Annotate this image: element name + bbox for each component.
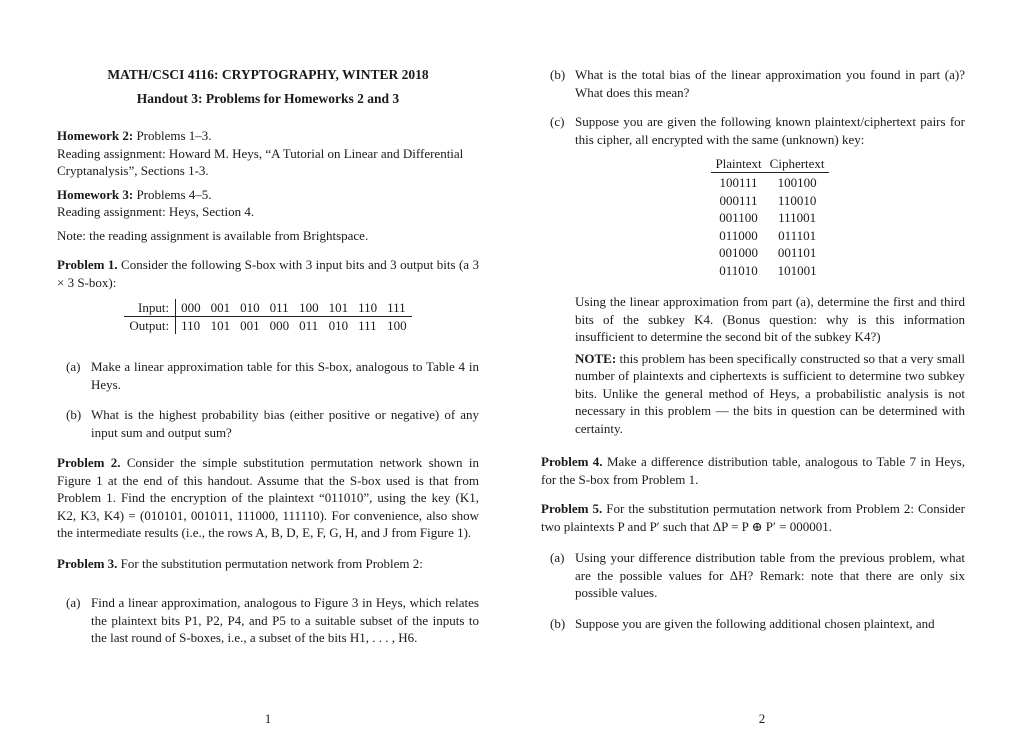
page-1-column xyxy=(57,66,479,647)
note-text: this problem has been specifically constructed so that a very small number of plaintexts and ciphertexts is sufficient to determine two subkey bits. Unlike the general method of Heys, a probabilistic analysis is not necessary in this problem — the bits in question can be determined with certainty. xyxy=(575,350,965,436)
pair-row xyxy=(711,227,828,245)
sbox-input-row xyxy=(124,299,411,317)
problem-5-label: Problem 5. xyxy=(541,501,603,516)
ciphertext-cell: 111001 xyxy=(778,210,817,225)
plaintext-cell: 011000 xyxy=(719,227,758,243)
problem-3b-label: (b) xyxy=(550,67,566,82)
sbox-output-cell: 110 xyxy=(181,318,201,333)
sbox-input-cell: 101 xyxy=(324,299,354,317)
ciphertext-cell: 101001 xyxy=(777,262,817,278)
pair-row xyxy=(711,192,828,210)
problem-1b-label: (b) xyxy=(66,407,82,422)
pair-row xyxy=(711,173,828,192)
sbox-input-cell: 001 xyxy=(206,299,236,317)
problem-5a-text: Using your difference distribution table from the previous problem, what are the possible values for ΔH? Remark: note that there are only six possible values. xyxy=(575,550,965,600)
plaintext-cell: 100111 xyxy=(719,175,758,190)
homework-2-label: Homework 2: xyxy=(57,128,134,143)
pair-row xyxy=(711,209,828,227)
problem-5b-label: (b) xyxy=(550,615,566,631)
problem-3c-note xyxy=(575,350,965,438)
note-label: NOTE: xyxy=(575,350,617,366)
problem-5 xyxy=(541,500,965,535)
homework-3-reading: Reading assignment: Heys, Section 4. xyxy=(57,204,255,219)
plaintext-cell: 011010 xyxy=(719,262,758,278)
problem-3b xyxy=(541,66,965,101)
sbox-input-cell: 000 xyxy=(176,299,206,317)
sbox-input-cell: 011 xyxy=(265,299,295,317)
problem-1a-label: (a) xyxy=(66,359,81,374)
problem-2-label: Problem 2. xyxy=(57,455,121,470)
plaintext-header: Plaintext xyxy=(711,156,765,173)
problem-3c-text: Suppose you are given the following known plaintext/ciphertext pairs for this cipher, all encrypted with the same (unknown) key: xyxy=(575,114,965,147)
problem-2-text: Consider the simple substitution permutation network shown in Figure 1 at the end of this handout. Assume that the S-box used is that from Problem 1. Find the encryption of the plaintext “011010”, using the key (K1, K2, K3, K4) = (010101, 001011, 111000, 111110). For convenience, also show the intermediate results (i.e., the rows A, B, D, E, F, G, H, and J from Figure 1). xyxy=(57,455,480,540)
sbox-output-cell: 001 xyxy=(240,318,260,333)
problem-1-label: Problem 1. xyxy=(57,257,118,272)
problem-1b-text: What is the highest probability bias (either positive or negative) of any input sum and output sum? xyxy=(91,407,479,440)
problem-5b-text: Suppose you are given the following additional chosen plaintext, and xyxy=(575,615,935,631)
homework-3-problems: Problems 4–5. xyxy=(133,186,212,202)
problem-3b-text: What is the total bias of the linear approximation you found in part (a)? What does this mean? xyxy=(575,67,965,100)
ciphertext-cell: 011101 xyxy=(778,227,817,243)
problem-3a xyxy=(57,594,479,647)
problem-1a xyxy=(57,358,479,393)
problem-3a-text: Find a linear approximation, analogous to Figure 3 in Heys, which relates the plaintext bits P1, P2, P4, and P5 to a suitable subset of the inputs to the last round of S-boxes, i.e., a subset of the bits H1, . . . , H6. xyxy=(91,595,479,645)
pairs-header-row xyxy=(711,156,828,173)
plaintext-cell: 000111 xyxy=(719,192,758,208)
problem-1b xyxy=(57,406,479,441)
sbox-output-cell: 101 xyxy=(210,318,231,333)
sbox-output-cell: 000 xyxy=(269,318,290,333)
homework-3-line xyxy=(57,186,479,204)
page-number: 1 xyxy=(264,711,272,726)
ciphertext-cell: 001101 xyxy=(777,245,817,260)
problem-4-text: Make a difference distribution table, analogous to Table 7 in Heys, for the S-box from Problem 1. xyxy=(541,454,965,487)
problem-3c xyxy=(541,113,965,437)
plaintext-cell: 001100 xyxy=(719,210,758,225)
handout-subtitle: Handout 3: Problems for Homeworks 2 and 3 xyxy=(136,90,400,106)
pair-row xyxy=(711,262,828,280)
problem-5-text: For the substitution permutation network from Problem 2: Consider two plaintexts P and P′ such that ΔP = P ⊕ P′ = 000001. xyxy=(541,501,965,534)
plaintext-ciphertext-table xyxy=(711,156,828,279)
problem-3c-label: (c) xyxy=(550,114,565,129)
sbox-output-cell: 100 xyxy=(387,318,407,333)
problem-3-label: Problem 3. xyxy=(57,555,118,571)
sbox-input-cell: 111 xyxy=(382,299,412,317)
handout-title: MATH/CSCI 4116: CRYPTOGRAPHY, WINTER 2018 xyxy=(107,67,429,82)
problem-5a xyxy=(541,549,965,602)
pair-row xyxy=(711,244,828,262)
problem-4-label: Problem 4. xyxy=(541,454,603,469)
sbox-output-cell: 010 xyxy=(328,318,349,333)
ciphertext-cell: 110010 xyxy=(777,192,817,208)
problem-3-text: For the substitution permutation network from Problem 2: xyxy=(117,555,423,571)
sbox-input-cell: 010 xyxy=(235,299,265,317)
sbox-table xyxy=(124,299,411,334)
page-number: 2 xyxy=(758,711,766,726)
ciphertext-header: Ciphertext xyxy=(766,156,829,173)
page-2-column xyxy=(541,66,965,632)
homework-2-problems: Problems 1–3. xyxy=(133,128,212,143)
sbox-input-cell: 100 xyxy=(294,299,324,317)
problem-2 xyxy=(57,454,479,542)
problem-1-text: Consider the following S-box with 3 input bits and 3 output bits (a 3 × 3 S-box): xyxy=(57,257,479,290)
problem-1 xyxy=(57,256,479,291)
problem-4 xyxy=(541,453,965,488)
problem-5a-label: (a) xyxy=(550,550,565,565)
sbox-output-cell: 111 xyxy=(358,318,377,333)
page-2 xyxy=(512,0,1024,741)
problem-5b xyxy=(541,615,965,633)
plaintext-cell: 001000 xyxy=(719,245,759,260)
brightspace-note: Note: the reading assignment is available from Brightspace. xyxy=(57,227,369,243)
sbox-input-cell: 110 xyxy=(353,299,382,317)
homework-2-line xyxy=(57,127,479,145)
homework-3-label: Homework 3: xyxy=(57,186,134,202)
sbox-output-cell: 011 xyxy=(299,318,319,333)
sbox-output-row xyxy=(124,317,411,335)
problem-1a-text: Make a linear approximation table for this S-box, analogous to Table 4 in Heys. xyxy=(91,359,479,392)
ciphertext-cell: 100100 xyxy=(777,175,817,190)
homework-2-reading: Reading assignment: Howard M. Heys, “A Tutorial on Linear and Differential Cryptanalysis”, Sections 1-3. xyxy=(57,145,464,178)
sbox-output-header: Output: xyxy=(124,317,175,335)
problem-3 xyxy=(57,555,479,573)
problem-3a-label: (a) xyxy=(66,595,81,610)
sbox-input-header: Input: xyxy=(124,299,175,317)
problem-3c-instructions: Using the linear approximation from part (a), determine the first and third bits of the subkey K4. (Bonus question: why is this information insufficient to determine the second bit of the subkey K4?) xyxy=(575,294,965,344)
